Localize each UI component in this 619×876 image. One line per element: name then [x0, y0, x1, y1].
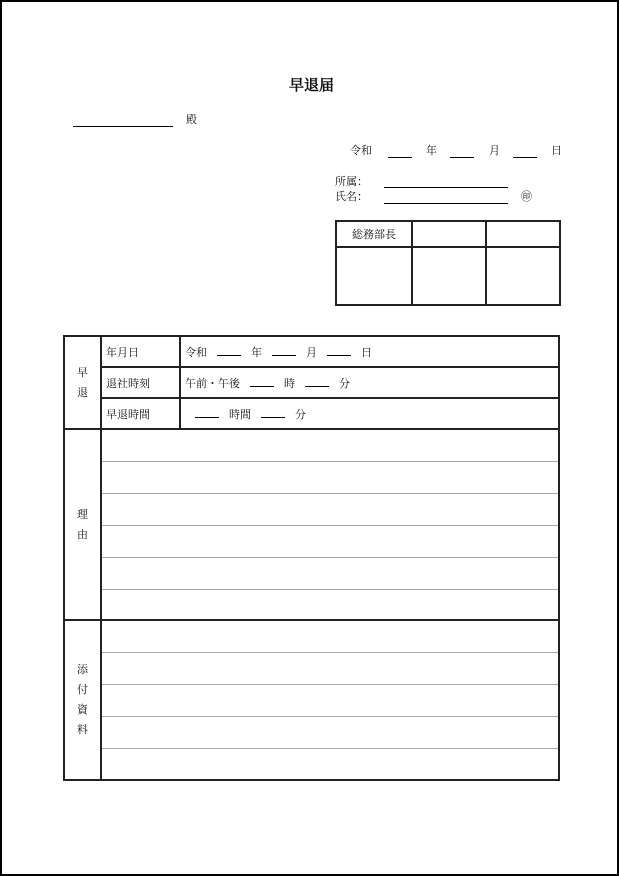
ampm-text: 午前・午後 [185, 376, 240, 390]
seal-mark: ㊞ [521, 190, 532, 203]
attachments-area[interactable] [101, 620, 559, 780]
date-day-field[interactable] [513, 157, 537, 158]
year-blank[interactable] [217, 355, 241, 356]
date-era: 令和 [350, 144, 372, 157]
reason-line[interactable] [102, 494, 558, 526]
side-char: 早 [77, 365, 88, 379]
attachment-line[interactable] [102, 685, 558, 717]
duration-minute-unit: 分 [295, 407, 306, 421]
page-title: 早退届 [288, 76, 334, 94]
side-char: 由 [77, 527, 88, 541]
leave-time-field[interactable] [180, 367, 559, 398]
row-label-leave-time: 退社時刻 [101, 367, 180, 398]
date-day-unit: 日 [551, 144, 562, 157]
date-month-unit: 月 [489, 144, 500, 157]
hour-blank[interactable] [250, 386, 274, 387]
addressee-field[interactable] [73, 126, 173, 127]
row-label-date: 年月日 [101, 336, 180, 367]
day-blank[interactable] [327, 355, 351, 356]
date-row-field[interactable] [180, 336, 559, 367]
early-leave-form [63, 335, 560, 781]
reason-line[interactable] [102, 526, 558, 558]
approval-stamp-cell-3[interactable] [486, 247, 560, 305]
section-reason [64, 429, 101, 620]
approval-header-1: 総務部長 [336, 221, 412, 247]
attachment-lines [102, 621, 558, 779]
dept-label: 所属： [335, 175, 368, 188]
duration-minute-blank[interactable] [261, 417, 285, 418]
date-month-field[interactable] [450, 157, 474, 158]
duration-field[interactable] [180, 398, 559, 429]
name-field[interactable] [384, 203, 508, 204]
duration-hour-blank[interactable] [195, 417, 219, 418]
day-unit: 日 [361, 345, 372, 359]
duration-hour-unit: 時間 [229, 407, 251, 421]
reason-line[interactable] [102, 462, 558, 494]
name-label: 氏名： [335, 190, 368, 203]
dept-field[interactable] [384, 187, 508, 188]
era-text: 令和 [185, 345, 207, 359]
side-char: 料 [77, 723, 88, 736]
reason-line[interactable] [102, 430, 558, 462]
side-char: 資 [77, 703, 88, 716]
attachment-line[interactable] [102, 621, 558, 653]
attachment-line[interactable] [102, 717, 558, 749]
approval-stamp-cell-1[interactable] [336, 247, 412, 305]
minute-blank[interactable] [305, 386, 329, 387]
side-char: 退 [77, 385, 88, 399]
addressee-suffix: 殿 [186, 113, 197, 126]
section-attachments [64, 620, 101, 780]
approval-stamp-cell-2[interactable] [412, 247, 486, 305]
attachment-line[interactable] [102, 749, 558, 779]
reason-lines [102, 430, 558, 619]
row-label-duration: 早退時間 [101, 398, 180, 429]
month-blank[interactable] [272, 355, 296, 356]
minute-unit: 分 [339, 376, 350, 390]
reason-area[interactable] [101, 429, 559, 620]
reason-line[interactable] [102, 558, 558, 590]
approval-header-2 [412, 221, 486, 247]
date-year-field[interactable] [388, 157, 412, 158]
month-unit: 月 [306, 345, 317, 359]
side-char: 付 [77, 683, 88, 696]
side-char: 理 [77, 507, 88, 521]
date-year-unit: 年 [426, 144, 437, 157]
attachment-line[interactable] [102, 653, 558, 685]
reason-line[interactable] [102, 590, 558, 619]
side-char: 添 [77, 663, 88, 676]
approval-header-3 [486, 221, 560, 247]
year-unit: 年 [251, 345, 262, 359]
hour-unit: 時 [284, 376, 295, 390]
section-early-leave [64, 336, 101, 429]
approval-stamp-table [335, 220, 561, 306]
